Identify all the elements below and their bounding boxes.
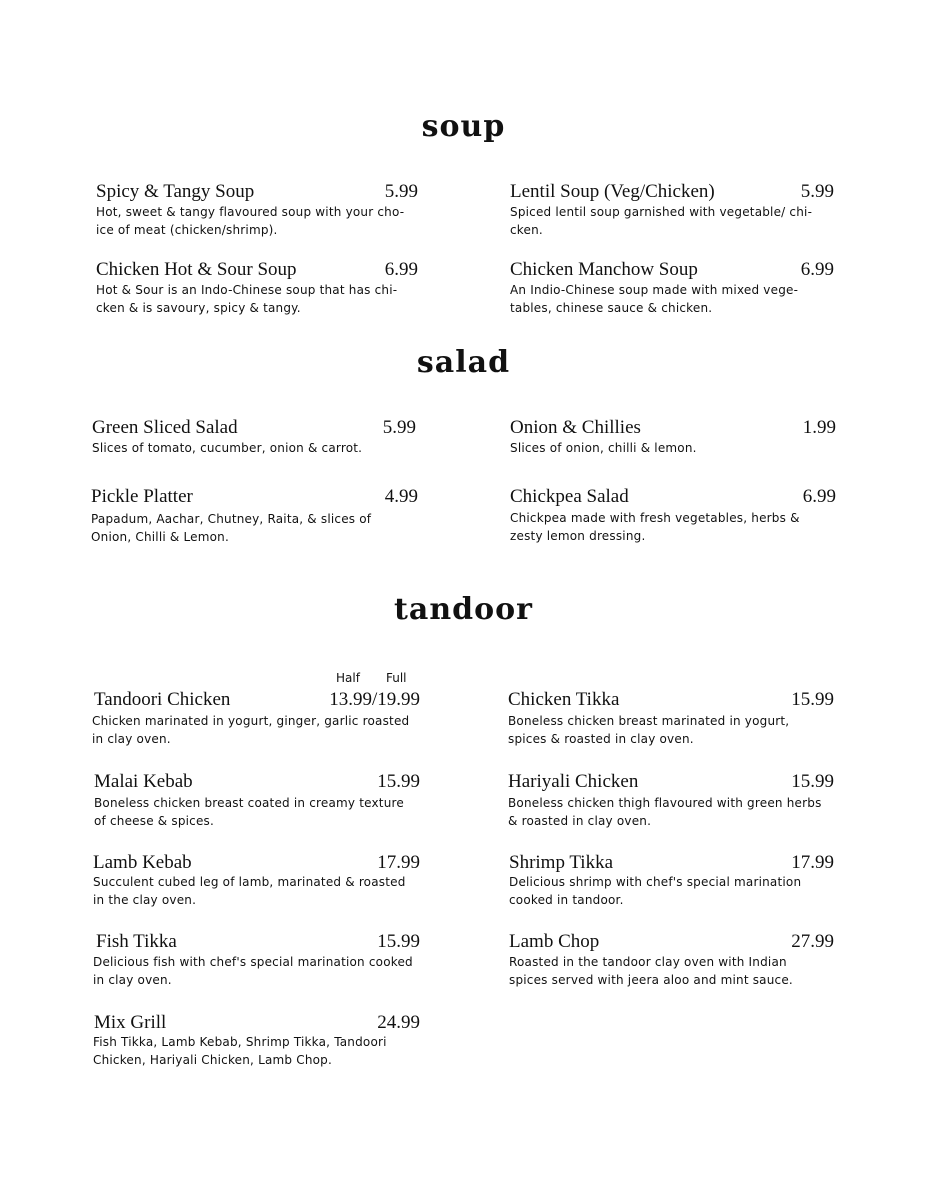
item-name: Fish Tikka	[96, 931, 177, 952]
item-name: Lamb Chop	[509, 931, 600, 952]
half-label: Half	[336, 671, 360, 685]
item-name: Hariyali Chicken	[508, 771, 639, 792]
item-price: 6.99	[802, 486, 836, 507]
item-description: Spiced lentil soup garnished with vegetable/ chi- cken.	[510, 205, 813, 237]
item-price: 1.99	[802, 417, 836, 438]
item-description: Fish Tikka, Lamb Kebab, Shrimp Tikka, Tandoori Chicken, Hariyali Chicken, Lamb Chop.	[93, 1035, 387, 1067]
item-price: 4.99	[384, 486, 418, 507]
item-price: 15.99	[377, 931, 420, 952]
item-price: 6.99	[384, 259, 418, 280]
item-description: Delicious shrimp with chef's special marination cooked in tandoor.	[509, 875, 802, 907]
item-name: Lamb Kebab	[93, 852, 192, 873]
item-price: 5.99	[800, 181, 834, 202]
item-price: 17.99	[791, 852, 834, 873]
section-title-tandoor: tandoor	[394, 592, 533, 627]
item-price: 6.99	[800, 259, 834, 280]
item-price: 15.99	[791, 689, 834, 710]
item-name: Chicken Tikka	[508, 689, 620, 710]
item-name: Green Sliced Salad	[92, 417, 238, 438]
item-name: Lentil Soup (Veg/Chicken)	[510, 181, 715, 202]
item-name: Pickle Platter	[91, 486, 193, 507]
item-name: Spicy & Tangy Soup	[96, 181, 255, 202]
item-price: 17.99	[377, 852, 420, 873]
item-description: Chicken marinated in yogurt, ginger, garlic roasted in clay oven.	[92, 714, 410, 746]
item-name: Tandoori Chicken	[94, 689, 231, 710]
item-description: Papadum, Aachar, Chutney, Raita, & slices of Onion, Chilli & Lemon.	[91, 512, 372, 544]
item-price: 15.99	[377, 771, 420, 792]
item-description: Boneless chicken breast coated in creamy texture of cheese & spices.	[94, 796, 404, 828]
item-name: Chicken Hot & Sour Soup	[96, 259, 297, 280]
item-description: Slices of onion, chilli & lemon.	[510, 441, 697, 455]
item-price: 27.99	[791, 931, 834, 952]
item-name: Shrimp Tikka	[509, 852, 614, 873]
section-title-salad: salad	[416, 345, 511, 380]
item-description: Boneless chicken thigh flavoured with green herbs & roasted in clay oven.	[508, 796, 822, 828]
item-description: Hot & Sour is an Indo-Chinese soup that has chi- cken & is savoury, spicy & tangy.	[96, 283, 398, 315]
section-title-soup: soup	[421, 109, 506, 144]
item-description: Boneless chicken breast marinated in yogurt, spices & roasted in clay oven.	[508, 714, 790, 746]
item-price: 24.99	[377, 1012, 420, 1033]
full-label: Full	[386, 671, 407, 685]
item-description: Chickpea made with fresh vegetables, herbs & zesty lemon dressing.	[510, 511, 800, 543]
item-name: Onion & Chillies	[510, 417, 641, 438]
item-name: Malai Kebab	[94, 771, 193, 792]
item-description: An Indio-Chinese soup made with mixed vege- tables, chinese sauce & chicken.	[510, 283, 799, 315]
item-price: 5.99	[384, 181, 418, 202]
item-price: 5.99	[382, 417, 416, 438]
item-description: Roasted in the tandoor clay oven with Indian spices served with jeera aloo and mint sauce.	[509, 955, 793, 987]
item-name: Chickpea Salad	[510, 486, 629, 507]
item-price: 13.99/19.99	[329, 689, 420, 710]
item-description: Hot, sweet & tangy flavoured soup with your cho- ice of meat (chicken/shrimp).	[96, 205, 405, 237]
item-price: 15.99	[791, 771, 834, 792]
item-name: Mix Grill	[94, 1012, 167, 1033]
item-description: Succulent cubed leg of lamb, marinated & roasted in the clay oven.	[93, 875, 406, 907]
item-description: Delicious fish with chef's special marination cooked in clay oven.	[93, 955, 413, 987]
item-description: Slices of tomato, cucumber, onion & carrot.	[92, 441, 363, 455]
item-name: Chicken Manchow Soup	[510, 259, 698, 280]
